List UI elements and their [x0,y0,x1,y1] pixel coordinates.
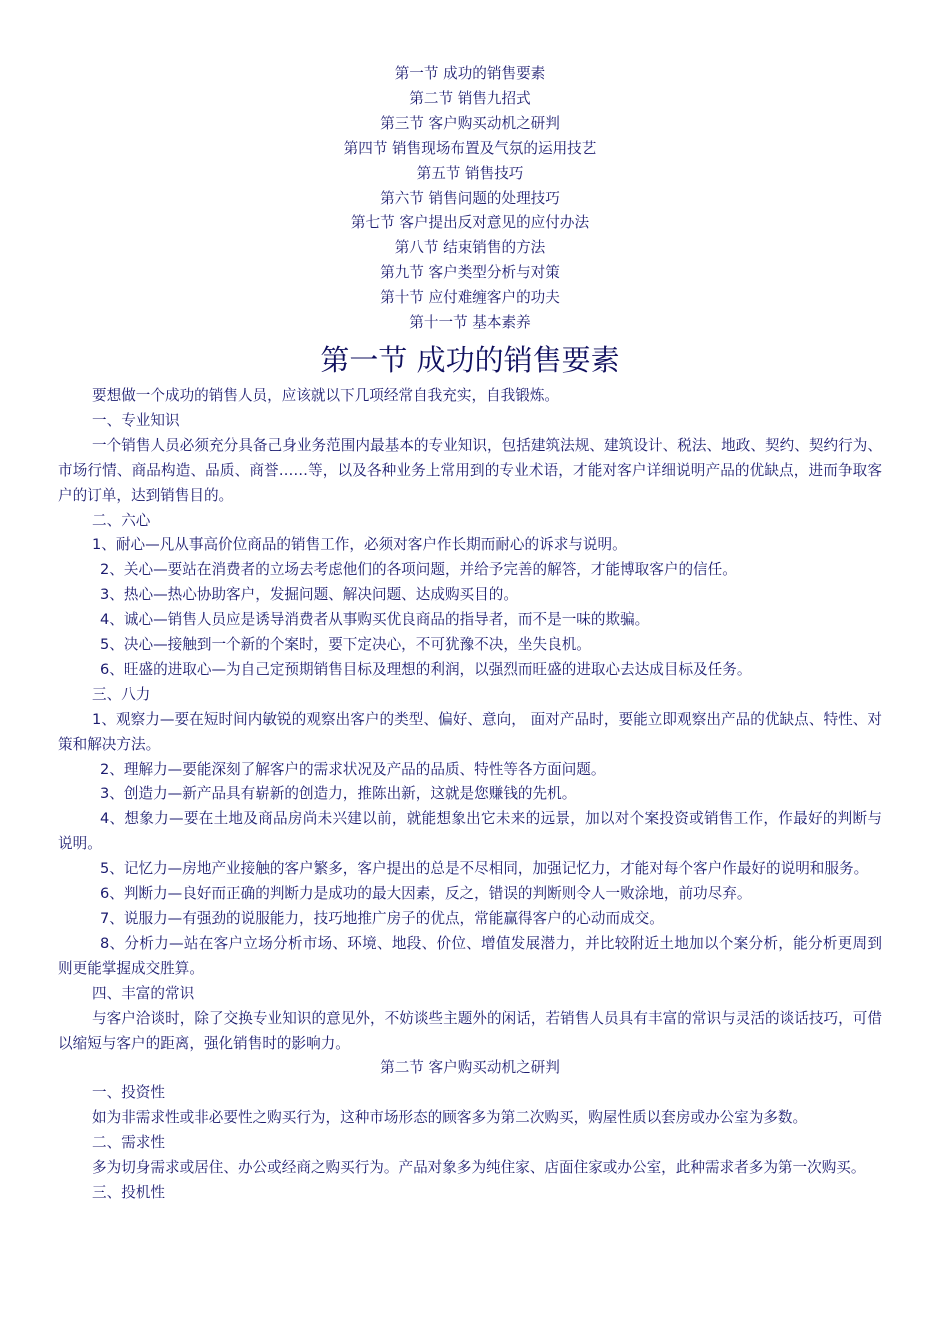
six-hearts-item: 6、旺盛的进取心—为自己定预期销售目标及理想的利润，以强烈而旺盛的进取心去达成目标及任务。 [100,660,752,678]
toc-item: 第四节 销售现场布置及气氛的运用技艺 [343,139,597,157]
toc-item: 第十节 应付难缠客户的功夫 [380,289,560,307]
paragraph-investment: 如为非需求性或非必要性之购买行为，这种市场形态的顾客多为第二次购买，购屋性质以套房或办公室为多数。 [92,1109,808,1127]
toc-item: 第八节 结束销售的方法 [394,239,546,257]
toc-item: 第七节 客户提出反对意见的应付办法 [350,214,590,232]
toc-item: 第五节 销售技巧 [416,164,524,182]
eight-abilities-item: 6、判断力—良好而正确的判断力是成功的最大因素，反之，错误的判断则令人一败涂地，前功尽弃。 [100,885,752,903]
eight-abilities-item: 1、观察力—要在短时间内敏锐的观察出客户的类型、偏好、意向， 面对产品时，要能立即观察出产品的优缺点、特性、对策和解决方法。 [58,710,882,753]
paragraph-demand: 多为切身需求或居住、办公或经商之购买行为。产品对象多为纯住家、店面住家或办公室，此种需求者多为第一次购买。 [92,1159,866,1177]
paragraph-common-knowledge: 与客户洽谈时，除了交换专业知识的意见外，不妨谈些主题外的闲话，若销售人员具有丰富的常识与灵活的谈话技巧，可借以缩短与客户的距离，强化销售时的影响力。 [58,1009,882,1052]
table-of-contents [58,62,882,336]
heading-common-knowledge: 四、丰富的常识 [92,984,195,1002]
section-1-title: 第一节 成功的销售要素 [320,342,620,377]
section-1-intro: 要想做一个成功的销售人员，应该就以下几项经常自我充实，自我锻炼。 [92,386,560,404]
heading-six-hearts: 二、六心 [92,511,151,529]
eight-abilities-item: 4、想象力—要在土地及商品房尚未兴建以前，就能想象出它未来的远景，加以对个案投资或销售工作，作最好的判断与说明。 [58,810,882,853]
document-page [58,62,882,1206]
heading-speculation: 三、投机性 [92,1183,165,1201]
eight-abilities-item: 5、记忆力—房地产业接触的客户繁多，客户提出的总是不尽相同，加强记忆力，才能对每个客户作最好的说明和服务。 [100,860,869,878]
six-hearts-item: 4、诚心—销售人员应是诱导消费者从事购买优良商品的指导者，而不是一味的欺骗。 [100,611,650,629]
paragraph-professional-knowledge: 一个销售人员必须充分具备己身业务范围内最基本的专业知识，包括建筑法规、建筑设计、税法、地政、契约、契约行为、市场行情、商品构造、品质、商誉……等，以及各种业务上常用到的专业术语，才能对客户详细说明产品的优缺点，进而争取客户的订单，达到销售目的。 [58,436,882,504]
section-2-title: 第二节 客户购买动机之研判 [380,1059,560,1077]
toc-item: 第一节 成功的销售要素 [394,65,546,82]
toc-item: 第十一节 基本素养 [409,314,531,332]
heading-demand: 二、需求性 [92,1134,165,1152]
eight-abilities-item: 7、说服力—有强劲的说服能力，技巧地推广房子的优点，常能赢得客户的心动而成交。 [100,910,664,927]
heading-professional-knowledge: 一、专业知识 [92,411,180,429]
six-hearts-item: 5、决心—接触到一个新的个案时，要下定决心，不可犹豫不决，坐失良机。 [100,636,591,654]
toc-item: 第六节 销售问题的处理技巧 [380,189,560,207]
eight-abilities-item: 2、理解力—要能深刻了解客户的需求状况及产品的品质、特性等各方面问题。 [100,760,606,778]
toc-item: 第三节 客户购买动机之研判 [380,114,560,132]
eight-abilities-item: 8、分析力—站在客户立场分析市场、环境、地段、价位、增值发展潜力，并比较附近土地加以个案分析，能分析更周到则更能掌握成交胜算。 [58,934,882,977]
toc-item: 第二节 销售九招式 [409,89,531,107]
six-hearts-item: 1、耐心—凡从事高价位商品的销售工作，必须对客户作长期而耐心的诉求与说明。 [92,536,627,554]
six-hearts-item: 3、热心—热心协助客户，发掘问题、解决问题、达成购买目的。 [100,586,518,604]
heading-investment: 一、投资性 [92,1084,165,1102]
six-hearts-item: 2、关心—要站在消费者的立场去考虑他们的各项问题，并给予完善的解答，才能博取客户的信任。 [100,561,737,579]
eight-abilities-item: 3、创造力—新产品具有崭新的创造力，推陈出新，这就是您赚钱的先机。 [100,785,577,803]
heading-eight-abilities: 三、八力 [92,685,151,703]
toc-item: 第九节 客户类型分析与对策 [380,264,560,282]
